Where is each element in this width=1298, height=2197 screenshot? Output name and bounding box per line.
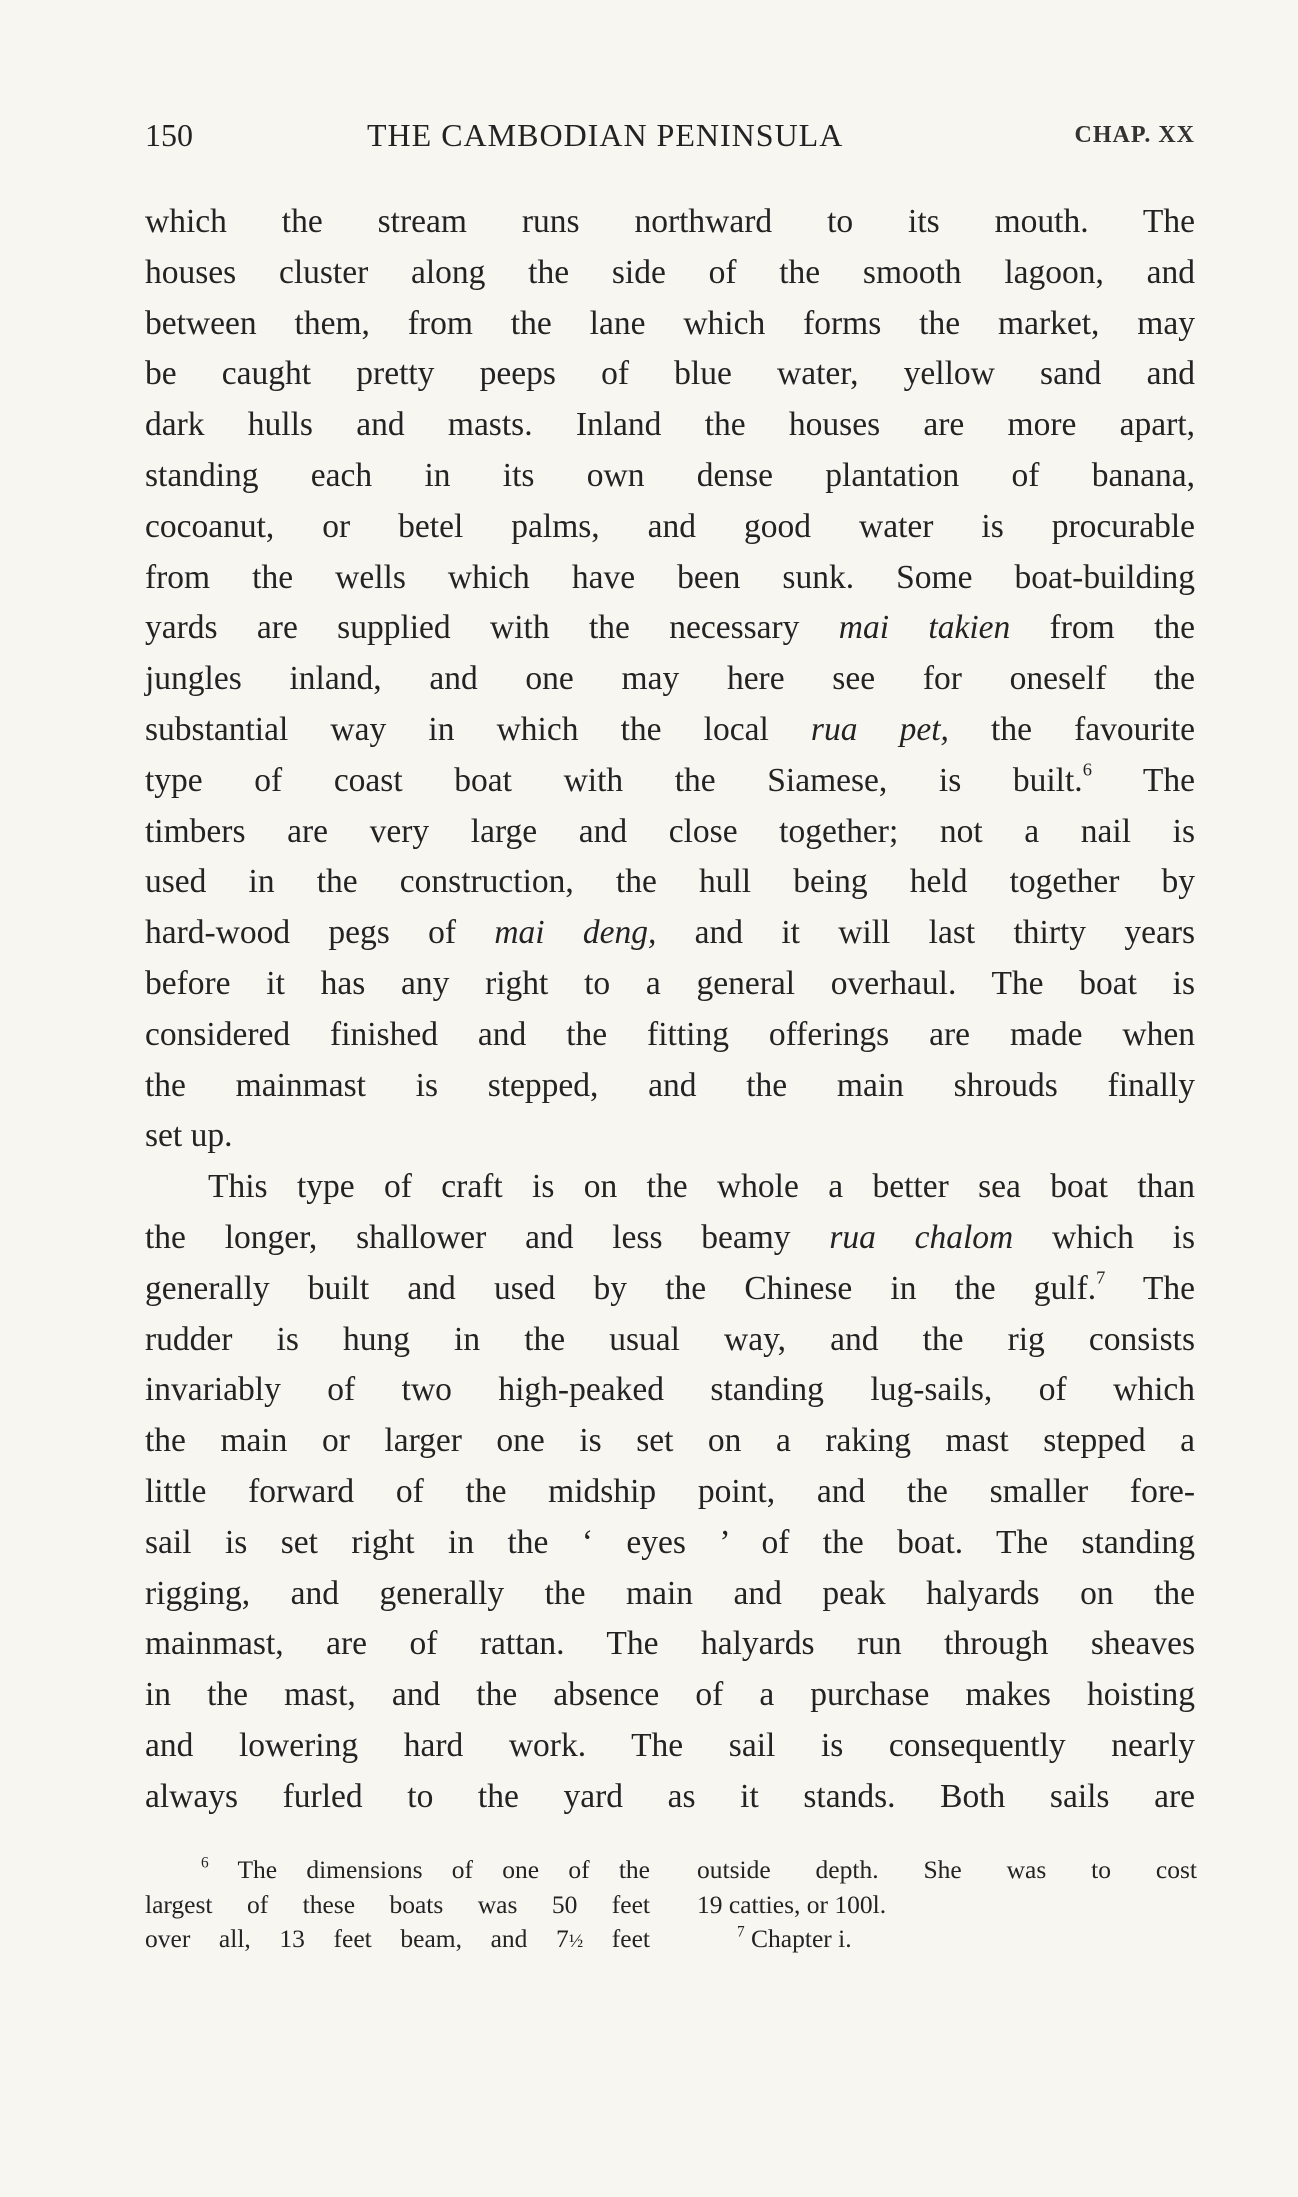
running-title: THE CAMBODIAN PENINSULA <box>367 117 844 153</box>
chapter-label: CHAP. XX <box>1074 122 1195 148</box>
footnote-column-left <box>145 1853 650 1957</box>
text-line: the mainmast is stepped, and the main shrouds finally <box>145 1066 1195 1104</box>
text-line: used in the construction, the hull being held together by <box>145 863 1195 901</box>
text-line: timbers are very large and close together; not a nail is <box>145 812 1195 850</box>
fraction: ½ <box>568 1931 584 1952</box>
text-line: substantial way in which the local rua pet, the favourite <box>145 710 1196 748</box>
text-line: hard-wood pegs of mai deng, and it will last thirty years <box>145 914 1196 952</box>
text-line: considered finished and the fitting offerings are made when <box>145 1015 1195 1053</box>
text-line: invariably of two high-peaked standing lug-sails, of which <box>145 1371 1195 1409</box>
footnotes <box>145 1853 1197 1963</box>
page-number: 150 <box>145 117 193 153</box>
text-line: mainmast, are of rattan. The halyards run through sheaves <box>145 1625 1195 1663</box>
text-line: type of coast boat with the Siamese, is built.$^6$ The <box>145 759 1195 799</box>
text-line: set up. <box>145 1117 233 1155</box>
text-line: yards are supplied with the necessary mai takien from the <box>145 609 1196 647</box>
footnote-6-line: over all, 13 feet beam, and 7½ feet <box>145 1924 650 1953</box>
footnote-6-line: outside depth. She was to cost <box>697 1855 1197 1884</box>
italic-term: mai deng, <box>494 914 657 952</box>
text-line: between them, from the lane which forms the market, may <box>145 304 1195 342</box>
footnote-column-right <box>697 1853 1197 1957</box>
footnote-marker: 6 <box>201 1854 209 1872</box>
text-line: standing each in its own dense plantation of banana, <box>145 456 1195 494</box>
text-line: rudder is hung in the usual way, and the rig consists <box>145 1320 1195 1358</box>
footnote-6-line: 19 catties, or 100l. <box>697 1889 887 1919</box>
footnote-ref: 6 <box>1082 759 1092 780</box>
text-line: houses cluster along the side of the smooth lagoon, and <box>145 253 1195 291</box>
text-line: from the wells which have been sunk. Some boat-building <box>145 558 1195 596</box>
text-line: which the stream runs northward to its mouth. The <box>145 203 1195 240</box>
italic-term: rua pet, <box>810 710 949 748</box>
text-line: always furled to the yard as it stands. Both sails are <box>145 1777 1195 1815</box>
footnote-6-line: largest of these boats was 50 feet <box>145 1889 650 1919</box>
text-line: and lowering hard work. The sail is consequently nearly <box>145 1726 1195 1764</box>
text-line: little forward of the midship point, and the smaller fore- <box>145 1472 1195 1510</box>
text-line: generally built and used by the Chinese in the gulf.$^7$ The <box>145 1267 1195 1307</box>
text-line: before it has any right to a general overhaul. The boat is <box>145 964 1195 1002</box>
text-line: jungles inland, and one may here see for oneself the <box>145 660 1195 698</box>
text-line: the main or larger one is set on a raking mast stepped a <box>145 1422 1195 1460</box>
text-line: in the mast, and the absence of a purchase makes hoisting <box>145 1676 1195 1714</box>
italic-term: rua chalom <box>829 1218 1014 1256</box>
footnote-7-line: $^7$ Chapter i. <box>737 1923 852 1953</box>
text-line: be caught pretty peeps of blue water, yellow sand and <box>145 355 1195 393</box>
text-line: cocoanut, or betel palms, and good water is procurable <box>145 507 1195 545</box>
footnote-ref: 7 <box>1096 1267 1106 1288</box>
italic-term: mai takien <box>838 609 1011 647</box>
footnote-6-line: $^6$ The dimensions of one of the <box>201 1854 650 1884</box>
text-line: This type of craft is on the whole a better sea boat than <box>208 1168 1195 1206</box>
running-head <box>145 113 1195 157</box>
text-line: rigging, and generally the main and peak halyards on the <box>145 1574 1195 1612</box>
text-line: the longer, shallower and less beamy rua chalom which is <box>145 1218 1196 1256</box>
text-line: dark hulls and masts. Inland the houses are more apart, <box>145 406 1195 444</box>
body-text <box>145 197 1195 1823</box>
footnote-marker: 7 <box>737 1923 745 1941</box>
text-line: sail is set right in the ‘ eyes ’ of the boat. The standing <box>145 1523 1195 1561</box>
